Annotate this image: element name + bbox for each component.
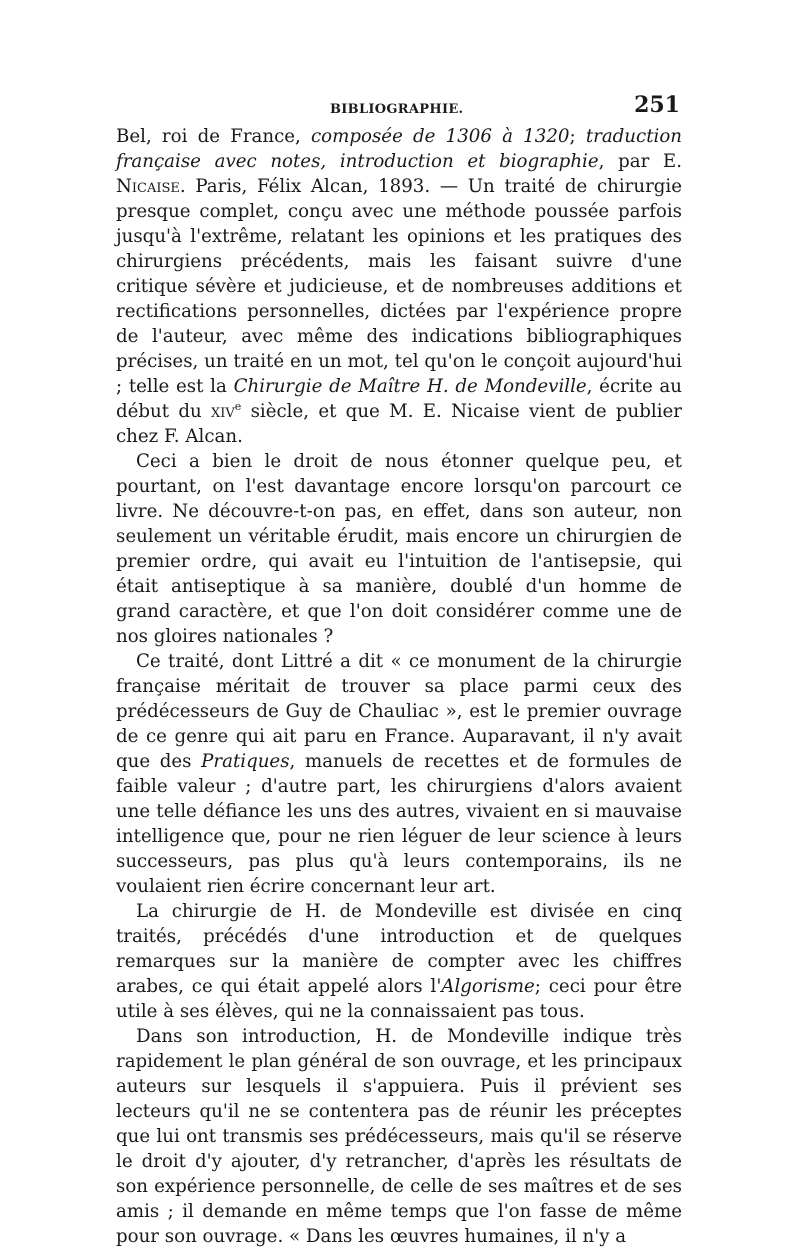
- author-name: Nicaise: [116, 176, 180, 197]
- italic-run: composée de 1306 à 1320: [311, 126, 570, 147]
- paragraph-5: [116, 1024, 682, 1249]
- italic-run: Algorisme: [441, 976, 535, 997]
- paragraph-2: [116, 449, 682, 649]
- century-numeral: xiv: [211, 401, 235, 422]
- text-run: Ce traité, dont Littré a dit « ce monument de la chirurgie française méritait de trouver sa place parmi ceux des prédécesseurs de Guy de Chauliac », est le premier ouvrage de ce genre qui ait paru en France. Auparavant, il n'y avait que des: [116, 651, 682, 772]
- text-run: siècle, et que M. E. Nicaise vient de publier chez F. Alcan.: [116, 401, 682, 447]
- text-run: Dans son introduction, H. de Mondeville indique très rapidement le plan général de son ouvrage, et les principaux auteurs sur lesquels il s'appuiera. Puis il prévient ses lecteurs qu'il ne se contentera pas de réunir les préceptes que lui ont transmis ses prédécesseurs, mais qu'il se réserve le droit d'y ajouter, d'y retrancher, d'après les résultats de son expérience personnelle, de celle de ses maîtres et de ses amis ; il demande en même temps que l'on fasse de même pour son ouvrage. « Dans les œuvres humaines, il n'y a: [116, 1026, 682, 1247]
- superscript: e: [234, 399, 242, 413]
- paragraph-3: [116, 649, 682, 899]
- text-run: Bel, roi de France,: [116, 126, 311, 147]
- text-run: ;: [569, 126, 586, 147]
- text-run: , écrite au début du: [116, 376, 682, 422]
- body-text: [116, 124, 682, 1249]
- text-run: Ceci a bien le droit de nous étonner quelque peu, et pourtant, on l'est davantage encore lorsqu'on parcourt ce livre. Ne découvre-t-on pas, en effet, dans son auteur, non seulement un véritable érudit, mais encore un chirurgien de premier ordre, qui avait eu l'intuition de l'antisepsie, qui était antiseptique à sa manière, doublé d'un homme de grand caractère, et que l'on doit considérer comme une de nos gloires nationales ?: [116, 451, 682, 647]
- text-run: , manuels de recettes et de formules de faible valeur ; d'autre part, les chirurgiens d'alors avaient une telle défiance les uns des autres, vivaient en si mauvaise intelligence que, pour ne rien léguer de leur science à leurs successeurs, pas plus qu'à leurs contemporains, ils ne voulaient rien écrire concernant leur art.: [116, 751, 682, 897]
- text-run: , par E.: [598, 151, 682, 172]
- paragraph-4: [116, 899, 682, 1024]
- page-number: 251: [634, 92, 680, 118]
- page-header: [116, 92, 680, 122]
- book-title: traduction française avec notes, introduction et biographie: [116, 126, 682, 172]
- text-run: . Paris, Félix Alcan, 1893. — Un traité de chirurgie presque complet, conçu avec une méthode poussée parfois jusqu'à l'extrême, relatant les opinions et les pratiques des chirurgiens précédents, mais les faisant suivre d'une critique sévère et judicieuse, et de nombreuses additions et rectifications personnelles, dictées par l'expérience propre de l'auteur, avec même des indications bibliographiques précises, un traité en un mot, tel qu'on le conçoit aujourd'hui ; telle est la: [116, 176, 682, 397]
- italic-title: Chirurgie de Maître H. de Mondeville: [233, 376, 587, 397]
- paragraph-1: [116, 124, 682, 449]
- text-run: ; ceci pour être utile à ses élèves, qui ne la connaissaient pas tous.: [116, 976, 683, 1022]
- running-title: BIBLIOGRAPHIE.: [330, 102, 464, 117]
- italic-run: Pratiques: [201, 751, 290, 772]
- text-run: La chirurgie de H. de Mondeville est divisée en cinq traités, précédés d'une introduction et de quelques remarques sur la manière de compter avec les chiffres arabes, ce qui était appelé alors l': [116, 901, 682, 997]
